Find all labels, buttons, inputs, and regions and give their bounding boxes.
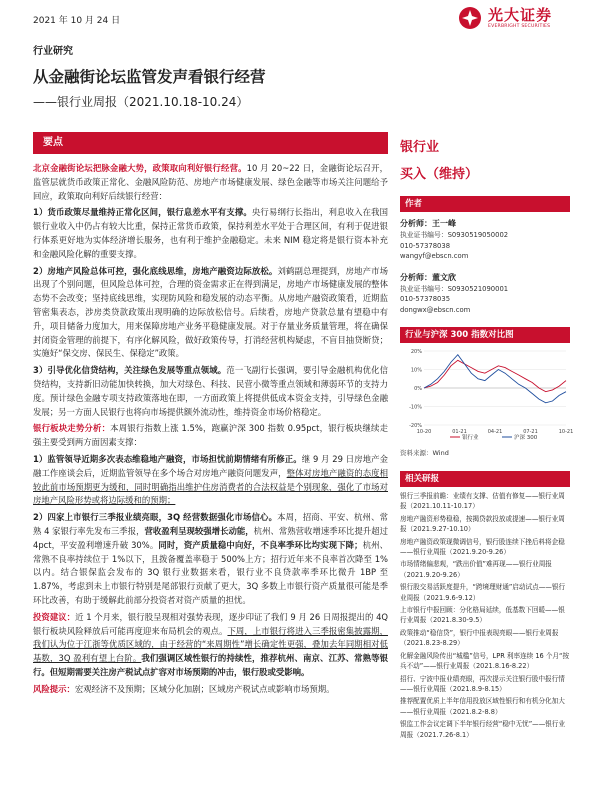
earnings-text-b: 杭州、常熟营收增速季环比提升超过 4pct，平安盈利增速升破 30%。 [33, 525, 389, 550]
related-report-item[interactable] [400, 514, 570, 535]
chart-y-tick-label: -20% [409, 423, 422, 429]
everbright-logo-icon [458, 6, 482, 30]
report-header [0, 0, 600, 60]
paragraph-monetary [33, 206, 388, 261]
chart-x-tick-label: 07-21 [523, 429, 538, 435]
sidebar [400, 132, 574, 792]
brand-logo [458, 6, 552, 30]
chart-series-line-bank [424, 360, 566, 391]
index-comparison-chart [400, 347, 574, 442]
report-title: 招行、宁波中报业绩亮眼，再次提示关注银行股中报行情——银行业周报 [400, 674, 565, 693]
analyst-name: 分析师：王一峰 [400, 219, 456, 228]
report-date-range: （2021.8.30-9.5） [426, 616, 486, 625]
paragraph-forum [33, 162, 388, 203]
trend-headline: 银行板块走势分析： [33, 423, 111, 434]
report-date-range: （2021.7.26-8.1） [413, 730, 473, 739]
related-reports-bar: 相关研报 [400, 471, 570, 487]
logo-text-en: EVERBRIGHT SECURITIES [488, 24, 551, 29]
report-title: 银行三季报前瞻：业绩有支撑、估值有修复——银行业周报 [400, 492, 565, 511]
earnings-bold-c: 同时，资产质量稳中向好，不良率季环比均实现下降； [158, 539, 363, 550]
analyst-phone: 010-57378038 [400, 241, 451, 250]
report-title: 化解金融风险传出“城槛”信号，LPR 利率连续 16 个月“按兵不动”——银行业周报 [400, 651, 570, 671]
regulator-text: 继 9 月 29 日房地产金融工作座谈会后，近期监管领导在多个场合对房地产融资问题发声， [33, 453, 388, 478]
credit-headline: 3）引导优化信贷结构，关注绿色发展等重点领域。 [33, 365, 227, 376]
chart-y-tick-label: 20% [410, 349, 422, 355]
earnings-text-c: 杭州、常熟不良率持续位于 1%以下，且拨备覆盖率稳于 500%上方；招行近年来不良率首次降至 1%以内。结合银保监会发布的 3Q 银行业数据来看，银行业不良贷款率季环比微升 1BP 至 1.87%，考虑到未上市银行特别是尾部银行贡献了更大，3Q 多数上市银行资产质量很可能是季环比改善，有助于缓解此前部分投资者对资产质量的担忧。 [33, 539, 389, 605]
paragraph-trend [33, 422, 388, 450]
chart-series-line-csi300 [424, 355, 566, 403]
related-report-item[interactable] [400, 582, 570, 603]
logo-text-cn: 光大证券 [488, 6, 553, 24]
report-date: 2021 年 10 月 24 日 [33, 16, 121, 26]
main-content [33, 162, 388, 792]
page-title: 从金融街论坛监管发声看银行经营 [33, 68, 266, 86]
chart-y-tick-label: 10% [410, 367, 422, 374]
analyst-license: 执业证书编号：S0930519050002 [400, 231, 509, 239]
property-headline: 2）房地产风险总体可控，强化底线思维，房地产融资边际放松。 [33, 265, 278, 276]
report-title: 上市银行中报回顾：分化格局延续，低基数下回暖——银行业周报 [400, 606, 565, 625]
report-title: 推荐配置优质上半年信用投放区域性银行和有机分化加大——银行业周报 [400, 697, 565, 716]
report-date-range: （2021.8.2-8.8） [446, 707, 502, 716]
paragraph-risk [33, 683, 388, 697]
regulator-headline: 1）监管领导近期多次表态维稳地产融资，市场担忧前期情绪有所修正。 [33, 453, 302, 464]
property-text: 刘鹤副总理提到，房地产市场出现了个别问题，但风险总体可控，合理的资金需求正在得到满足，房地产市场健康发展的整体态势不会改变；坚持底线思维，实现防风险和稳发展的动态平衡。从房地产融资政策看，近期监管密集表态，涉房类贷款政策出现明确的边际放松信号。后续看，房地产贷款总量有望稳中有升，项目储备力度加大，用来保障房地产业务平稳健康发展。对于存量业务质量管理，将在确保封闭资金管理的前提下，有序化解风险，做好政策传导，打消经营机构疑虑，不盲目抽贷断贷；实施好“保交房、保民生、保稳定”政策。 [33, 265, 389, 359]
authors-bar: 作者 [400, 196, 570, 212]
related-report-item[interactable] [400, 674, 570, 695]
chart-legend-label: 银行业 [462, 435, 479, 441]
trend-text: 本周银行指数上涨 1.5%，跑赢沪深 300 指数 0.95pct，银行板块继续走强主要受到两方面因素支撑： [33, 423, 389, 448]
advice-headline: 投资建议： [33, 611, 76, 622]
report-date-range: （2021.9.27-10.10） [406, 525, 475, 534]
analyst-name: 分析师：董文欣 [400, 272, 456, 282]
key-points-bar [33, 132, 388, 154]
analyst-card [400, 271, 570, 316]
report-title: 市场情绪偏悲观，“跌出价值”难再现——银行业周报 [400, 560, 552, 569]
paragraph-credit [33, 364, 388, 419]
related-reports-list [400, 491, 570, 740]
report-title: 银监工作会议定调下半年银行经营“稳中无忧”——银行业周报 [400, 720, 566, 739]
report-title: 房地产融资政策现微调信号，银行股连续下挫后料将企稳——银行业周报 [400, 537, 565, 557]
earnings-bold-b: 营收盈利呈现较强增长动能， [144, 525, 254, 536]
chart-source: 资料来源：Wind [400, 449, 449, 457]
monetary-headline: 1）货币政策尽量维持正常化区间，银行息差水平有支撑。 [33, 207, 252, 218]
chart-y-tick-label: -10% [409, 404, 422, 411]
advice-underlined: 下周，上市银行将进入三季报密集披露期，我们认为位于江浙等优质区域的，由于经营的“来周期性”增长确定性更强，叠加去年同期相对低基数，3Q 盈利有望上台阶。 [33, 625, 389, 664]
page-subtitle: ——银行业周报（2021.10.18-10.24） [33, 95, 249, 109]
monetary-text: 央行易纲行长指出，利息收入在我国银行业收入中仍占有较大比重，保持正常货币政策，保持利差水平处于合理区间，有利于促进银行体系更好地为实体经济增长服务，也有利于维护金融稳定。未来 NIM 稳定将是银行资本补充和金融风险化解的重要支撑。 [33, 207, 389, 259]
report-title: 房地产融资形势稳稳，按揭贷款投放或提速——银行业周报 [400, 514, 565, 534]
chart-title-bar: 行业与沪深 300 指数对比图 [400, 327, 570, 343]
chart-x-tick-label: 10-21 [558, 429, 574, 435]
analyst-email[interactable]: dongwx@ebscn.com [400, 305, 471, 314]
paragraph-advice [33, 611, 388, 680]
related-report-item[interactable] [400, 491, 570, 512]
advice-text: 近 1 个月来，银行股呈现相对强势表现，逐步印证了我们 9 月 26 日周报提出的 4Q 银行板块风险释放后可能再度迎来布局机会的观点。 [33, 611, 389, 636]
paragraph-property [33, 265, 388, 362]
chart-x-tick-label: 04-21 [487, 429, 503, 435]
related-report-item[interactable] [400, 651, 570, 672]
chart-legend-label: 沪深 300 [514, 435, 538, 441]
advice-bold: 我们强调区域性银行的持续性，推荐杭州、南京、江苏、常熟等银行。但短期需要关注房产税试点扩容对市场预期的冲击，银行股或受影响。 [33, 653, 389, 677]
risk-text: 宏观经济不及预期；区域分化加剧；区域房产税试点或影响市场预期。 [74, 683, 335, 694]
report-date-range: （2021.8.23-8.29） [400, 639, 464, 648]
related-report-item[interactable] [400, 628, 570, 649]
report-date-range: （2021.9.20-9.26） [446, 548, 510, 557]
rating-label: 买入（维持） [400, 167, 479, 182]
related-report-item[interactable] [400, 537, 570, 558]
report-date-range: （2021.9.6-9.12） [419, 593, 480, 602]
earnings-text-a: 本周，招商、平安、杭州、常熟 4 家银行率先发布三季报， [33, 512, 388, 536]
risk-headline: 风险提示： [33, 683, 75, 694]
analyst-license: 执业证书编号：S0930521090001 [400, 284, 509, 293]
analyst-card [400, 217, 570, 262]
related-report-item[interactable] [400, 605, 570, 626]
regulator-underlined: 整体对房地产融资的态度相较此前市场预期更为缓和，同时明确指出维护住房消费者的合法权益是个别现象，强化了市场对房地产风险形势或将边际缓和的预期； [33, 467, 389, 506]
paragraph-earnings [33, 511, 388, 608]
related-report-item[interactable] [400, 696, 570, 717]
analyst-phone: 010-57378035 [400, 295, 451, 303]
credit-text: 范一飞副行长强调，要引导金融机构优化信贷结构，支持新旧动能加快转换，加大对绿色、科技、民营小微等重点领域和薄弱环节的支持力度。预计绿色金融专项支持政策落地在即，一方面政策上将提供低成本资金支持，引导绿色金融发展；另一方面人民银行也将向市场提供额外流动性，维持资金市场价格稳定。 [33, 365, 388, 417]
related-report-item[interactable] [400, 719, 570, 740]
report-date-range: （2021.8.16-8.22） [469, 662, 534, 671]
paragraph-regulator [33, 453, 388, 508]
forum-text: 10 月 20~22 日，金融街论坛召开，监管层就货币政策正常化、金融风险防范、房地产市场健康发展、绿色金融等市场关注问题给予回应，政策取向利好后续银行经营： [33, 163, 388, 201]
chart-x-tick-label: 01-21 [452, 429, 467, 435]
forum-headline: 北京金融街论坛把脉金融大势，政策取向利好银行经营。 [33, 163, 247, 173]
report-date-range: （2021.9.20-9.26） [400, 570, 464, 579]
industry-label: 银行业 [400, 140, 440, 155]
earnings-headline: 2）四家上市银行三季报业绩亮眼，3Q 经营数据强化市场信心。 [33, 512, 278, 523]
report-title: 银行股交易活跃度提升，“跨境理财通”启动试点——银行业周报 [400, 583, 566, 602]
chart-y-tick-label: 0% [414, 386, 422, 392]
report-title: 政策推动“稳信贷”，银行中报表现亮眼——银行业周报 [400, 628, 559, 637]
chart-x-tick-label: 10-20 [416, 429, 432, 435]
related-report-item[interactable] [400, 559, 570, 580]
report-date-range: （2021.10.11-10.17） [406, 502, 479, 511]
report-category: 行业研究 [33, 46, 73, 57]
analyst-email[interactable]: wangyf@ebscn.com [400, 252, 469, 260]
report-date-range: （2021.8.9-8.15） [446, 684, 506, 693]
key-points-label: 要点 [43, 137, 63, 148]
